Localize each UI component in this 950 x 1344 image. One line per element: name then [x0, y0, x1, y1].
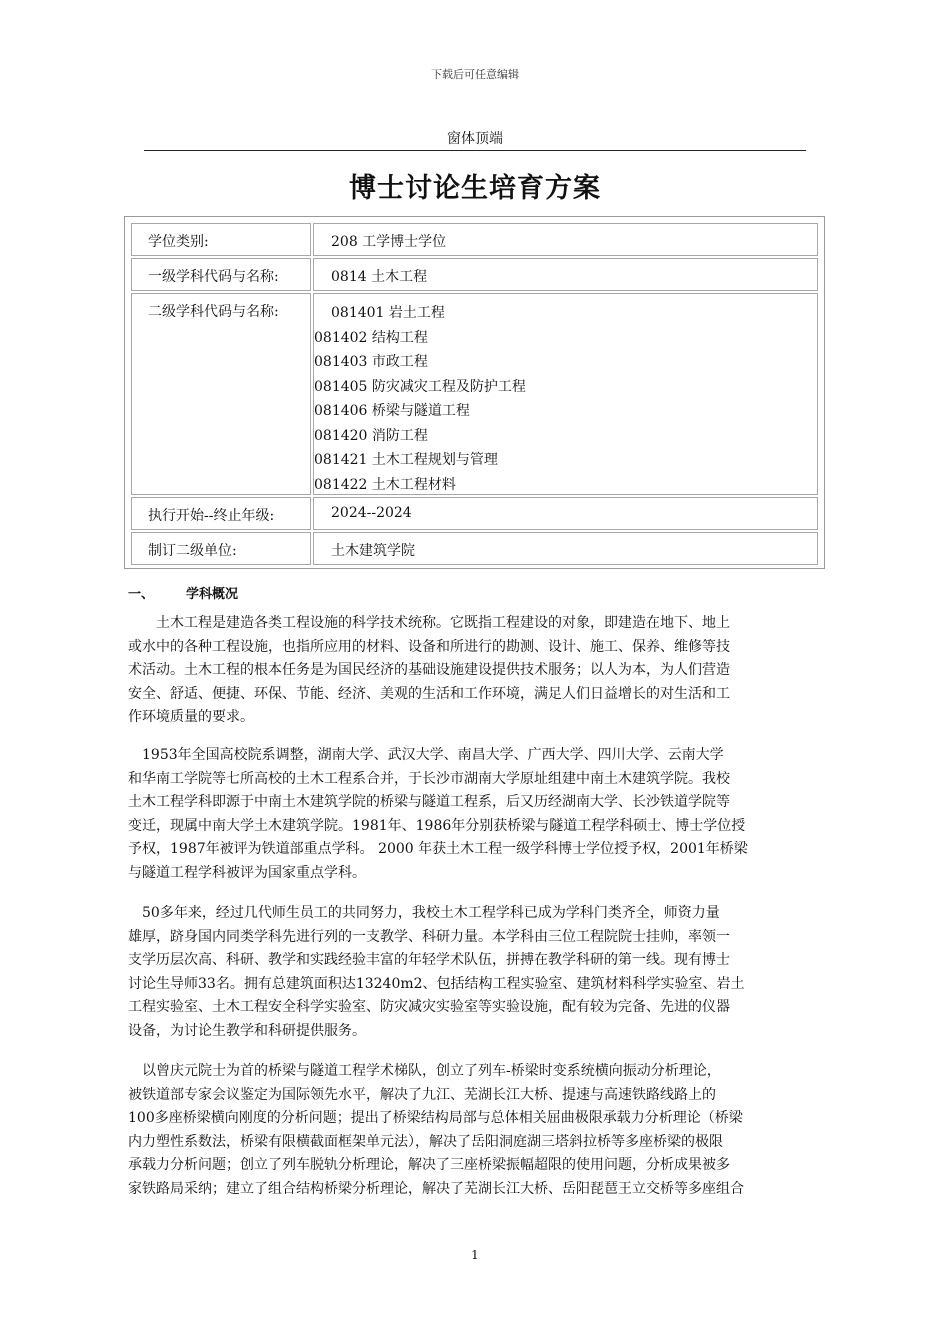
label-second-level-discipline: 二级学科代码与名称:	[131, 293, 311, 495]
text-line: 和华南工学院等七所高校的土木工程系合并，于长沙市湖南大学原址组建中南土木建筑学院。我校	[128, 770, 730, 787]
text-line: 100多座桥梁横向刚度的分析问题；提出了桥梁结构局部与总体相关屈曲极限承载力分析理论（桥梁	[128, 1110, 743, 1127]
header-note: 下载后可任意编辑	[431, 68, 519, 81]
text-line: 雄厚，跻身国内同类学科先进行列的一支教学、科研力量。本学科由三位工程院院士挂帅，率领一	[128, 928, 730, 945]
value-grade-range: 2024--2024	[313, 497, 818, 530]
text-line: 术活动。土木工程的根本任务是为国民经济的基础设施建设提供技术服务；以人为本，为人们营造	[128, 662, 730, 679]
paragraph-overview	[128, 612, 822, 730]
row-grade-range	[131, 497, 818, 530]
row-degree-type	[131, 223, 818, 256]
page-number: 1	[471, 1248, 479, 1262]
value-first-level-discipline: 0814 土木工程	[313, 258, 818, 291]
text-line: 土木工程是建造各类工程设施的科学技术统称。它既指工程建设的对象，即建造在地下、地上	[128, 615, 730, 631]
discipline-item: 081403 市政工程	[314, 354, 428, 370]
text-line: 讨论生导师33名。拥有总建筑面积达13240m2、包括结构工程实验室、建筑材料科学实验室、岩土	[128, 975, 745, 992]
discipline-item: 081402 结构工程	[314, 329, 428, 346]
text-line: 设备，为讨论生教学和科研提供服务。	[128, 1022, 366, 1039]
discipline-item: 081401 岩土工程	[331, 305, 445, 321]
section-title: 学科概况	[186, 587, 239, 602]
top-divider	[144, 150, 806, 151]
value-unit: 土木建筑学院	[313, 532, 818, 565]
text-line: 予权，1987年被评为铁道部重点学科。 2000 年获土木工程一级学科博士学位授予权，2001年桥梁	[128, 841, 748, 858]
document-title: 博士讨论生培育方案	[349, 173, 601, 204]
label-grade-range: 执行开始--终止年级:	[131, 497, 311, 530]
paragraph-research	[128, 1060, 822, 1202]
info-table	[124, 216, 825, 569]
text-line: 被铁道部专家会议鉴定为国际领先水平，解决了九江、芜湖长江大桥、提速与高速铁路线路上的	[128, 1086, 716, 1103]
section-heading	[128, 583, 238, 602]
row-first-level-discipline	[131, 258, 818, 291]
discipline-item: 081406 桥梁与隧道工程	[314, 403, 470, 419]
paragraph-history	[128, 744, 822, 886]
label-degree-type: 学位类别:	[131, 223, 311, 256]
text-line: 变迁，现属中南大学土木建筑学院。1981年、1986年分别获桥梁与隧道工程学科硕士、博士学位授	[128, 817, 746, 834]
discipline-item: 081420 消防工程	[314, 427, 428, 444]
label-unit: 制订二级单位:	[131, 532, 311, 565]
text-line: 与隧道工程学科被评为国家重点学科。	[128, 864, 366, 881]
value-second-level-discipline	[313, 293, 818, 495]
text-line: 或水中的各种工程设施，也指所应用的材料、设备和所进行的勘测、设计、施工、保养、维修等技	[128, 638, 730, 655]
label-first-level-discipline: 一级学科代码与名称:	[131, 258, 311, 291]
form-top-label: 窗体顶端	[447, 131, 503, 147]
row-unit	[131, 532, 818, 565]
text-line: 作环境质量的要求。	[128, 709, 254, 726]
text-line: 土木工程学科即源于中南土木建筑学院的桥梁与隧道工程系，后又历经湖南大学、长沙铁道学院等	[128, 794, 730, 811]
value-degree-type: 208 工学博士学位	[313, 223, 818, 256]
discipline-item: 081405 防灾减灾工程及防护工程	[314, 378, 526, 395]
discipline-item: 081421 土木工程规划与管理	[314, 452, 498, 468]
text-line: 以曾庆元院士为首的桥梁与隧道工程学术梯队，创立了列车-桥梁时变系统横向振动分析理论，	[128, 1063, 721, 1079]
text-line: 工程实验室、土木工程安全科学实验室、防灾减灾实验室等实验设施，配有较为完备、先进的仪器	[128, 999, 730, 1016]
text-line: 安全、舒适、便捷、环保、节能、经济、美观的生活和工作环境，满足人们日益增长的对生活和工	[128, 685, 730, 702]
text-line: 支学历层次高、科研、教学和实践经验丰富的年轻学术队伍，拼搏在教学科研的第一线。现有博士	[128, 952, 730, 969]
text-line: 内力塑性系数法，桥梁有限横截面框架单元法），解决了岳阳洞庭湖三塔斜拉桥等多座桥梁的极限	[128, 1133, 723, 1150]
text-line: 1953年全国高校院系调整，湖南大学、武汉大学、南昌大学、广西大学、四川大学、云南大学	[128, 747, 724, 763]
section-number: 一、	[128, 587, 155, 602]
paragraph-faculty	[128, 902, 822, 1044]
discipline-item: 081422 土木工程材料	[314, 476, 456, 493]
text-line: 家铁路局采纳；建立了组合结构桥梁分析理论，解决了芜湖长江大桥、岳阳琵琶王立交桥等多座组合	[128, 1180, 744, 1197]
text-line: 50多年来，经过几代师生员工的共同努力，我校土木工程学科已成为学科门类齐全，师资力量	[128, 905, 720, 921]
text-line: 承载力分析问题；创立了列车脱轨分析理论，解决了三座桥梁振幅超限的使用问题，分析成果被多	[128, 1157, 730, 1174]
row-second-level-discipline	[131, 293, 818, 495]
